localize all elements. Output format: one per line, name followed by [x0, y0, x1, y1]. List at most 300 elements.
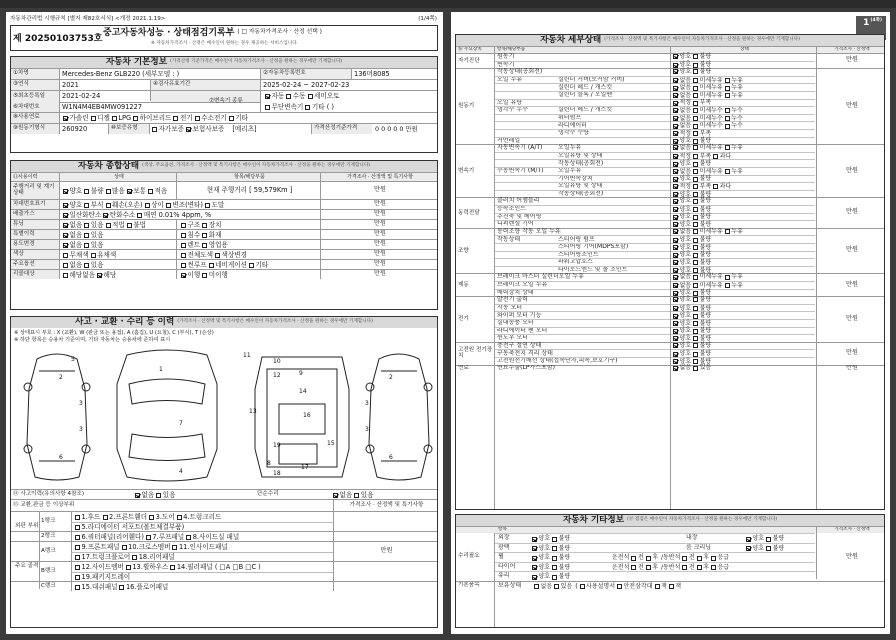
odometer-price: 만원 [374, 186, 386, 194]
checkbox[interactable] [693, 139, 698, 144]
option-label: 불량 [699, 341, 712, 349]
checkbox[interactable] [725, 78, 730, 83]
checkbox[interactable] [195, 116, 200, 121]
option-label: 없음 [679, 76, 692, 84]
checkbox[interactable] [711, 556, 716, 561]
checkbox[interactable] [84, 223, 89, 228]
checkbox[interactable] [148, 189, 153, 194]
checkbox[interactable] [693, 177, 698, 182]
checkbox[interactable] [697, 565, 702, 570]
checkbox[interactable] [725, 124, 730, 129]
checkbox[interactable] [333, 493, 338, 498]
checkbox[interactable] [693, 101, 698, 106]
checkbox[interactable] [84, 263, 89, 268]
col-main-device: ⑯ 주요장치 [458, 47, 482, 52]
checkbox[interactable] [673, 145, 678, 150]
checkbox[interactable] [126, 565, 131, 570]
checkbox[interactable] [673, 253, 678, 258]
checkbox[interactable] [693, 268, 698, 273]
checkbox[interactable] [673, 359, 678, 364]
checkbox[interactable] [693, 222, 698, 227]
checkbox[interactable] [673, 86, 678, 91]
checkbox[interactable] [693, 54, 698, 59]
option-label: 과다 [719, 152, 732, 160]
option-label: 미세누유 [699, 227, 723, 235]
checkbox[interactable] [673, 54, 678, 59]
checkbox[interactable] [673, 154, 678, 159]
checkbox[interactable] [631, 556, 636, 561]
base-price-value: 0 0 0 0 0 만원 [375, 124, 418, 133]
checkbox[interactable] [137, 213, 142, 218]
option-group [73, 554, 175, 561]
checkbox[interactable] [693, 154, 698, 159]
glass-label: 유리 [498, 572, 510, 580]
checkbox[interactable] [127, 223, 132, 228]
option-label: 누유 [731, 167, 743, 175]
option-label: 불법 [133, 220, 146, 229]
checkbox[interactable] [229, 116, 234, 121]
checkbox[interactable] [693, 86, 698, 91]
checkbox[interactable] [693, 275, 698, 280]
option-label: 없음 [679, 227, 692, 235]
checkbox[interactable] [63, 253, 68, 258]
option-label: 미세누유 [699, 84, 723, 92]
option-label: 불량 [699, 175, 712, 183]
diagram-num-10: 10 [273, 358, 281, 365]
checkbox[interactable] [181, 273, 186, 278]
checkbox[interactable] [682, 565, 687, 570]
checkbox[interactable] [673, 343, 678, 348]
option-label: 양호 [679, 197, 692, 205]
checkbox[interactable] [170, 565, 175, 570]
checkbox[interactable] [106, 189, 111, 194]
checkbox[interactable] [725, 108, 730, 113]
checkbox[interactable] [205, 203, 210, 208]
option-group [671, 365, 711, 371]
checkbox[interactable] [766, 537, 771, 542]
checkbox[interactable] [534, 584, 539, 589]
checkbox[interactable] [63, 223, 68, 228]
option-label: 불량 [699, 236, 712, 244]
group-name: 전기 [458, 315, 469, 322]
checkbox[interactable] [693, 329, 698, 334]
diagram-num-3b: 3 [79, 426, 83, 433]
option-group [530, 574, 570, 580]
checkbox[interactable] [181, 263, 186, 268]
checkbox[interactable] [725, 93, 730, 98]
option-label: 없음 [679, 114, 692, 122]
checkbox[interactable] [75, 555, 80, 560]
checkbox[interactable] [181, 253, 186, 258]
checkbox[interactable] [186, 127, 191, 132]
option-label: 있음 [560, 582, 573, 590]
checkbox[interactable] [693, 336, 698, 341]
checkbox[interactable] [725, 229, 730, 234]
option-label: 미세누유 [699, 143, 723, 151]
option-label: 불량 [699, 304, 712, 312]
checkbox[interactable] [532, 556, 537, 561]
detail-row [494, 129, 815, 137]
checkbox[interactable] [673, 366, 678, 371]
odometer-options [61, 183, 175, 199]
checkbox[interactable] [152, 127, 157, 132]
checkbox[interactable] [63, 263, 68, 268]
checkbox[interactable] [308, 94, 313, 99]
checkbox[interactable] [697, 556, 702, 561]
checkbox[interactable] [693, 184, 698, 189]
group-price: 만원 [846, 280, 858, 288]
checkbox[interactable] [693, 229, 698, 234]
checkbox[interactable] [63, 116, 68, 121]
option-group [530, 555, 570, 561]
item-name: 변속기 [497, 61, 515, 68]
checkbox[interactable] [91, 253, 96, 258]
col-use-history: ⑪사용이력 [13, 173, 38, 180]
detail-row [494, 144, 815, 152]
option-label: 8.사이드실 패널 [192, 532, 240, 541]
checkbox[interactable] [673, 199, 678, 204]
checkbox[interactable] [673, 291, 678, 296]
checkbox[interactable] [725, 275, 730, 280]
checkbox[interactable] [725, 283, 730, 288]
option-group [671, 145, 743, 151]
checkbox[interactable] [725, 116, 730, 121]
checkbox[interactable] [202, 243, 207, 248]
checkbox[interactable] [693, 253, 698, 258]
checkbox[interactable] [693, 359, 698, 364]
checkbox[interactable] [693, 291, 698, 296]
option-label: 없음 [679, 281, 692, 289]
checkbox[interactable] [103, 213, 108, 218]
checkbox[interactable] [693, 199, 698, 204]
checkbox[interactable] [75, 565, 80, 570]
option-label: 잭 [675, 582, 682, 590]
checkbox[interactable] [673, 229, 678, 234]
checkbox[interactable] [552, 556, 557, 561]
option-label: 부족 [699, 182, 712, 190]
checkbox[interactable] [103, 515, 108, 520]
checkbox[interactable] [84, 203, 89, 208]
checkbox[interactable] [693, 366, 698, 371]
detail-status-section [455, 34, 885, 510]
option-group [73, 544, 228, 551]
detail-row [494, 334, 815, 342]
option-label: 불량 [699, 190, 712, 198]
checkbox[interactable] [693, 69, 698, 74]
option-label: 없음 [679, 273, 692, 281]
emission-price: 만원 [374, 210, 386, 218]
checkbox[interactable] [532, 537, 537, 542]
checkbox[interactable] [673, 162, 678, 167]
checkbox[interactable] [673, 238, 678, 243]
option-label: 보통 [133, 186, 146, 195]
checkbox[interactable] [693, 283, 698, 288]
checkbox[interactable] [181, 223, 186, 228]
checkbox[interactable] [673, 222, 678, 227]
special-history-label: 특별이력 [11, 230, 59, 239]
checkbox[interactable] [673, 177, 678, 182]
checkbox[interactable] [673, 215, 678, 220]
checkbox[interactable] [693, 297, 698, 302]
group-price: 만원 [846, 166, 858, 174]
checkbox[interactable] [693, 124, 698, 129]
option-label: 양호 [679, 190, 692, 198]
checkbox[interactable] [673, 297, 678, 302]
checkbox[interactable] [552, 546, 557, 551]
checkbox[interactable] [713, 154, 718, 159]
checkbox[interactable] [693, 145, 698, 150]
checkbox[interactable] [106, 203, 111, 208]
checkbox[interactable] [693, 238, 698, 243]
base-price-label: 가격산정기준가격 [312, 124, 372, 134]
option-label: 불량 [699, 357, 712, 365]
checkbox[interactable] [186, 535, 191, 540]
checkbox[interactable] [673, 275, 678, 280]
checkbox[interactable] [693, 63, 698, 68]
checkbox[interactable] [673, 260, 678, 265]
detail-row [494, 175, 815, 183]
option-label: 양호 [679, 205, 692, 213]
group-name: 연료 [458, 365, 469, 372]
checkbox[interactable] [673, 314, 678, 319]
checkbox[interactable] [669, 584, 674, 589]
option-group [532, 584, 572, 590]
detail-note: (가격조사 · 산정액 및 특기사항은 매수인이 자동차가격조사 · 산정을 원하는 경우에만 기재합니다) [604, 37, 800, 43]
checkbox[interactable] [84, 243, 89, 248]
option-group [61, 262, 104, 269]
checkbox[interactable] [149, 515, 154, 520]
checkbox[interactable] [75, 545, 80, 550]
checkbox[interactable] [693, 108, 698, 113]
checkbox[interactable] [673, 268, 678, 273]
checkbox[interactable] [249, 263, 254, 268]
checkbox[interactable] [91, 116, 96, 121]
checkbox[interactable] [106, 223, 111, 228]
vin-label: ⑥차대번호 [11, 102, 59, 113]
item-name: 고전원전기배선 상태(접속단자,피복,보호기구) [497, 358, 618, 365]
repair-needed-label: 수리필요 [458, 552, 480, 559]
checkbox[interactable] [693, 306, 698, 311]
checkbox[interactable] [209, 263, 214, 268]
checkbox[interactable] [673, 108, 678, 113]
checkbox[interactable] [135, 493, 140, 498]
checkbox[interactable] [133, 116, 138, 121]
status-row-special-history [11, 229, 437, 239]
checkbox[interactable] [693, 314, 698, 319]
checkbox[interactable] [166, 203, 171, 208]
checkbox[interactable] [112, 116, 117, 121]
checkbox[interactable] [673, 336, 678, 341]
checkbox[interactable] [354, 493, 359, 498]
rank1-items [73, 513, 221, 521]
checkbox[interactable] [145, 203, 150, 208]
checkbox[interactable] [156, 493, 161, 498]
checkbox[interactable] [63, 273, 68, 278]
checkbox[interactable] [673, 124, 678, 129]
checkbox[interactable] [673, 192, 678, 197]
checkbox[interactable] [552, 575, 557, 580]
checkbox[interactable] [693, 215, 698, 220]
checkbox[interactable] [673, 306, 678, 311]
checkbox[interactable] [693, 162, 698, 167]
legend-symbols: ※ 상태표시 부호 : X (교환), W (판금 또는 용접), A (흠집), U (요철), C (부식), T (손상) [14, 330, 214, 337]
checkbox[interactable] [693, 207, 698, 212]
option-label: 무채색 [69, 250, 89, 259]
checkbox[interactable] [215, 253, 220, 258]
checkbox[interactable] [265, 94, 270, 99]
checkbox[interactable] [693, 192, 698, 197]
item-status [671, 228, 743, 236]
detail-row [494, 258, 815, 266]
checkbox[interactable] [580, 584, 585, 589]
checkbox[interactable] [693, 116, 698, 121]
checkbox[interactable] [173, 116, 178, 121]
option-label: 누유 [731, 227, 743, 235]
checkbox[interactable] [127, 189, 132, 194]
item-name: 브레이크 마스터 실린더오일 누유 [497, 273, 584, 281]
checkbox[interactable] [673, 93, 678, 98]
checkbox[interactable] [532, 546, 537, 551]
checkbox[interactable] [711, 565, 716, 570]
first-reg-label: ⑤최초등록일 [11, 91, 59, 102]
checkbox[interactable] [631, 565, 636, 570]
option-label: 불량 [699, 251, 712, 259]
checkbox[interactable] [725, 86, 730, 91]
checkbox[interactable] [119, 585, 124, 590]
detail-row [494, 137, 815, 145]
checkbox[interactable] [693, 260, 698, 265]
checkbox[interactable] [63, 233, 68, 238]
checkbox[interactable] [172, 545, 177, 550]
checkbox[interactable] [617, 584, 622, 589]
tire-label: 타이어 [498, 562, 516, 570]
option-group [61, 232, 104, 239]
checkbox[interactable] [673, 101, 678, 106]
checkbox[interactable] [673, 184, 678, 189]
sub-item-name: 오일유량 및 상태 [558, 152, 603, 160]
checkbox[interactable] [673, 169, 678, 174]
checkbox[interactable] [75, 575, 80, 580]
color-label: 색상 [11, 250, 59, 259]
accident-history-section: 사고 · 교환 · 수리 등 이력 (가격조사 · 산정액 및 특기사항은 매수인이 자동차가격조사 · 산정을 원하는 경우에만 기재합니다) ※ 상태표시 부호 : X (교환), W (판금 또는 용접), A (흠집), U (요철), C (부식), T (손상) ※ 하단 항목은 승용차 기준이며, 기타 자동차는 승용차에 준하여 표시 2 3 3 6 1 7 4 11 10 12 9 14 16 13 19 17 18 15 3 3 2 6 5 8 ⑭ 사고이력(유의사항 4참조) 없음 있음 단순수리 없음 있음 ⑮ 교환,판금 등 이상부위 가격조사 · 산정액 및 특기사항 1랭크 1.후드 2.프론트휀더 3.도어 4.트렁크리드 5.라디에이터 서포트(볼트체결부품) 2랭크 6.쿼터패널(리어휀다) 7.루프패널 8.사이드실 패널 A랭크 9.프론트패널 10.크로스멤버 11.인사이드패널 17.트렁크플로어 18.리어패널 B랭크 12.사이드멤버 13.휠하우스 14.필러패널 ( □A □B □C ) 19.패키지트레이 C랭크 15.대쉬패널 16.플로어패널 외판 부위 주요 골격 만원 [10, 316, 438, 628]
checkbox[interactable] [682, 556, 687, 561]
item-name: 등속조인트 [497, 206, 526, 213]
checkbox[interactable] [646, 565, 651, 570]
option-label: 후 [652, 554, 658, 561]
option-group [671, 198, 711, 204]
checkbox[interactable] [673, 245, 678, 250]
checkbox[interactable] [673, 329, 678, 334]
checkbox[interactable] [673, 78, 678, 83]
checkbox[interactable] [673, 131, 678, 136]
option-label: 불량 [699, 205, 712, 213]
checkbox[interactable] [265, 105, 270, 110]
detail-row [494, 357, 815, 365]
option-group [671, 343, 711, 349]
checkbox[interactable] [63, 203, 68, 208]
checkbox[interactable] [693, 321, 698, 326]
checkbox[interactable] [673, 139, 678, 144]
checkbox[interactable] [84, 189, 89, 194]
option-label: 양호 [538, 573, 551, 580]
option-group [73, 534, 239, 541]
checkbox[interactable] [286, 94, 291, 99]
checkbox[interactable] [63, 189, 68, 194]
checkbox[interactable] [693, 352, 698, 357]
checkbox[interactable] [132, 555, 137, 560]
checkbox[interactable] [646, 556, 651, 561]
checkbox[interactable] [63, 213, 68, 218]
checkbox[interactable] [97, 273, 102, 278]
checkbox[interactable] [655, 584, 660, 589]
checkbox[interactable] [725, 169, 730, 174]
checkbox[interactable] [202, 273, 207, 278]
checkbox[interactable] [63, 243, 68, 248]
option-label: 불량 [699, 243, 712, 251]
checkbox[interactable] [693, 131, 698, 136]
item-name: 클러치 어셈블리 [497, 197, 540, 205]
checkbox[interactable] [122, 545, 127, 550]
checkbox[interactable] [693, 343, 698, 348]
checkbox[interactable] [75, 525, 80, 530]
checkbox[interactable] [532, 575, 537, 580]
checkbox[interactable] [75, 535, 80, 540]
checkbox[interactable] [746, 537, 751, 542]
checkbox[interactable] [75, 585, 80, 590]
checkbox[interactable] [84, 233, 89, 238]
checkbox[interactable] [552, 537, 557, 542]
option-label: 없음 [679, 106, 692, 114]
checkbox[interactable] [766, 546, 771, 551]
checkbox[interactable] [673, 69, 678, 74]
option-label: 미세누수 [699, 114, 723, 122]
checkbox[interactable] [181, 233, 186, 238]
checkbox[interactable] [146, 535, 151, 540]
checkbox[interactable] [673, 283, 678, 288]
checkbox[interactable] [693, 245, 698, 250]
checkbox[interactable] [746, 546, 751, 551]
checkbox[interactable] [305, 105, 310, 110]
option-label: 양호 [679, 327, 692, 335]
checkbox[interactable] [673, 207, 678, 212]
option-label: 기타 [255, 260, 269, 269]
checkbox[interactable] [202, 233, 207, 238]
option-label: 양호 [538, 535, 551, 542]
option-label: 없음 [679, 122, 692, 130]
checkbox[interactable] [75, 515, 80, 520]
checkbox[interactable] [693, 169, 698, 174]
slash: / [660, 563, 664, 571]
checkbox[interactable] [181, 243, 186, 248]
checkbox[interactable] [202, 223, 207, 228]
checkbox[interactable] [532, 565, 537, 570]
checkbox[interactable] [554, 584, 559, 589]
checkbox[interactable] [673, 352, 678, 357]
option-label: 일산화탄소 [69, 210, 102, 219]
checkbox[interactable] [673, 63, 678, 68]
checkbox[interactable] [693, 93, 698, 98]
checkbox[interactable] [673, 116, 678, 121]
checkbox[interactable] [177, 515, 182, 520]
interior-label: 내장 [686, 534, 698, 542]
checkbox[interactable] [713, 184, 718, 189]
checkbox[interactable] [693, 78, 698, 83]
checkbox[interactable] [673, 321, 678, 326]
vin-state-options [61, 201, 316, 209]
checkbox[interactable] [725, 145, 730, 150]
checkbox[interactable] [552, 565, 557, 570]
option-group [179, 232, 222, 239]
